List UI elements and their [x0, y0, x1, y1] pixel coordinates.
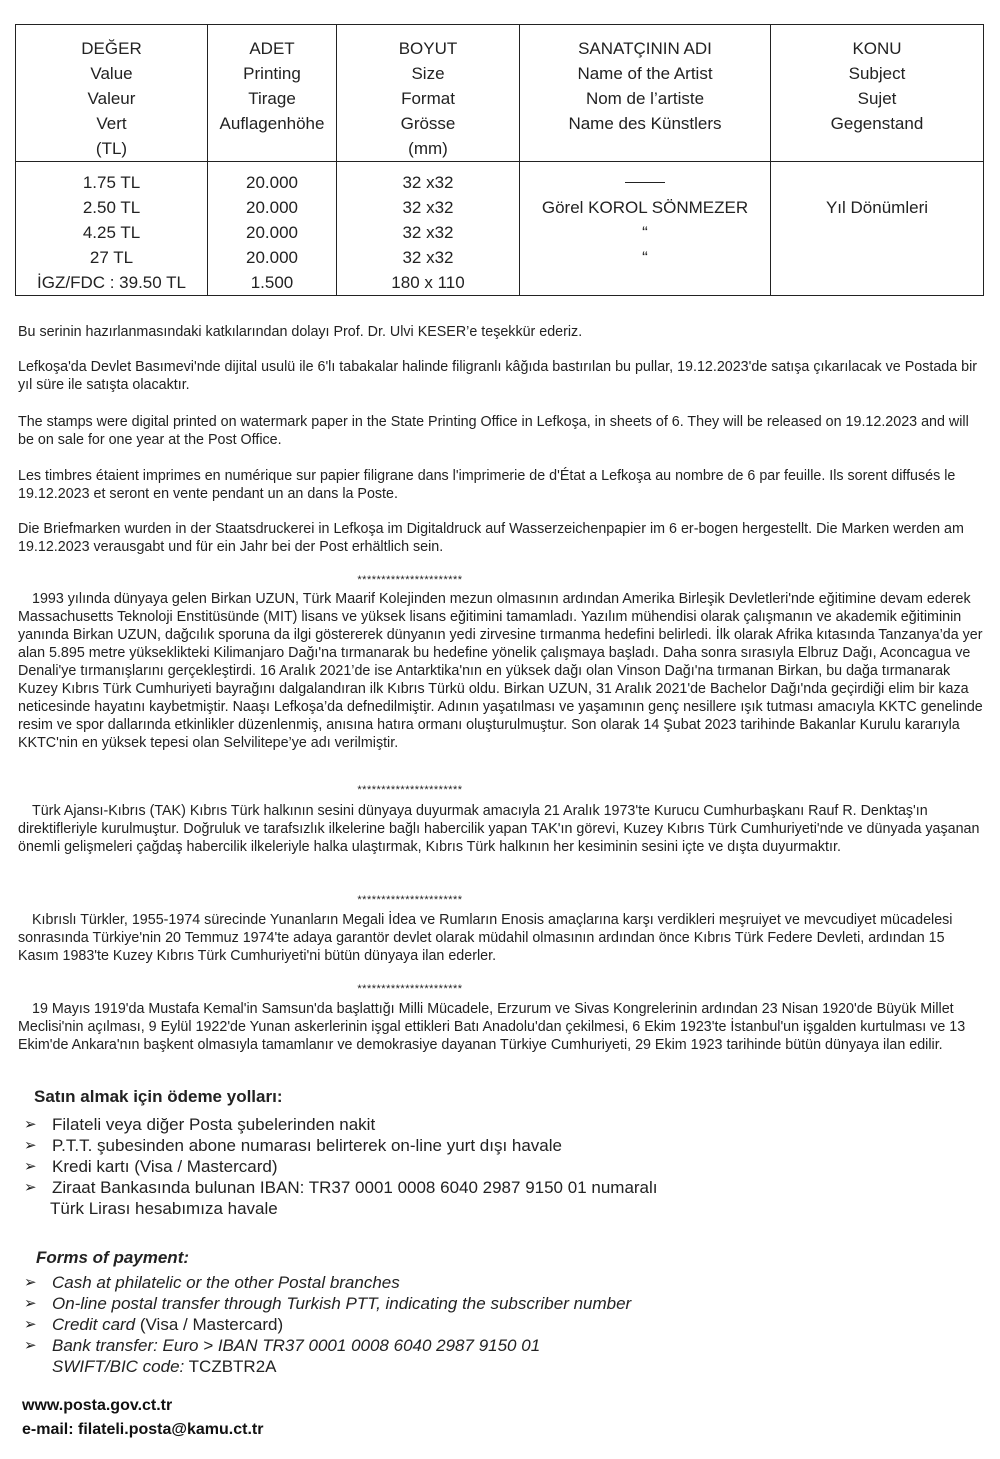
- payment-title-en: Forms of payment:: [36, 1248, 190, 1267]
- value-cell: 1.75 TL 2.50 TL 4.25 TL 27 TL İGZ/FDC : 39.50 TL: [16, 162, 208, 296]
- subject-cell: Yıl Dönümleri: [771, 162, 984, 296]
- table-row: [16, 162, 984, 296]
- printing-cell: 20.000 20.000 20.000 20.000 1.500: [208, 162, 337, 296]
- artist-cell: Görel KOROL SÖNMEZER “ “: [520, 162, 771, 296]
- list-item: ➢ Kredi kartı (Visa / Mastercard): [24, 1157, 278, 1176]
- header-size: BOYUT Size Format Grösse (mm): [337, 25, 520, 162]
- stamp-details-table: [15, 24, 984, 296]
- kktc-paragraph: Kıbrıslı Türkler, 1955-1974 sürecinde Yunanların Megali İdea ve Rumların Enosis amaçlarına karşı verdikleri meşruiyet ve mevcudiyet mücadelesi sonrasında Türkiye'nin 20 Temmuz 1974'te adaya garantör devlet olarak müdahil olmasının ardından önce Kıbrıs Türk Federe Devleti, ardından 15 Kasım 1983'te Kuzey Kıbrıs Türk Cumhuriyeti'ni bütün dünyaya ilan ederler.: [18, 912, 953, 964]
- header-printing: ADET Printing Tirage Auflagenhöhe: [208, 25, 337, 162]
- arrow-bullet-icon: ➢: [24, 1179, 37, 1196]
- turkish-release-paragraph: Lefkoşa'da Devlet Basımevi'nde dijital usulü ile 6'lı tabakalar halinde filigranlı kâğıda bastırılan bu pullar, 19.12.2023'de satışa çıkarılacak ve Postada bir yıl süre ile satışta olacaktır.: [18, 359, 978, 393]
- arrow-bullet-icon: ➢: [24, 1337, 37, 1354]
- french-release-paragraph: Les timbres étaient imprimes en numérique sur papier filigrane dans l'imprimerie de d'État a Lefkoşa au nombre de 6 par feuille. Ils sorent diffusés le 19.12.2023 et seront en vente pendant un an dans la Poste.: [18, 468, 956, 502]
- website-link[interactable]: www.posta.gov.ct.tr: [22, 1397, 173, 1414]
- list-item: ➢ On-line postal transfer through Turkish PTT, indicating the subscriber number: [24, 1294, 632, 1313]
- german-release-paragraph: Die Briefmarken wurden in der Staatsdruckerei in Lefkoşa im Digitaldruck auf Wasserzeichenpapier im 6 er-bogen hergestellt. Die Marken werden am 19.12.2023 verausgabt und für ein Jahr bei der Post erhältlich sein.: [18, 521, 964, 555]
- payment-list-tr: [22, 1114, 658, 1219]
- tc-paragraph: 19 Mayıs 1919'da Mustafa Kemal'in Samsun'da başlattığı Milli Mücadele, Erzurum ve Sivas Kongrelerinin ardından 23 Nisan 1920'de Büyük Millet Meclisi'nin açılması, 9 Eylül 1922'de Yunan askerlerinin işgal ettikleri Batı Anadolu'dan çekilmesi, 6 Ekim 1923'te İstanbul'un işgalden kurtulması ve 13 Ekim'de Ankara'nın başkent olmasıyla tamamlanır ve demokrasiye dayanan Türkiye Cumhuriyeti, 29 Ekim 1923 tarihinde bütün dünyaya ilan edilir.: [18, 1001, 966, 1053]
- table-header-row: [16, 25, 984, 162]
- list-item: ➢ Bank transfer: Euro > IBAN TR37 0001 0008 6040 2987 9150 01 SWIFT/BIC code: TCZBTR2A: [24, 1336, 541, 1376]
- list-item: ➢ Filateli veya diğer Posta şubelerinden nakit: [24, 1115, 376, 1134]
- separator: **********************: [357, 784, 463, 796]
- arrow-bullet-icon: ➢: [24, 1316, 37, 1333]
- payment-title-tr: Satın almak için ödeme yolları:: [34, 1087, 283, 1106]
- english-release-paragraph: The stamps were digital printed on watermark paper in the State Printing Office in Lefkoşa, in sheets of 6. They will be released on 19.12.2023 and will be on sale for one year at the Post Office.: [18, 414, 969, 448]
- header-value: DEĞER Value Valeur Vert (TL): [16, 25, 208, 162]
- birkan-uzun-paragraph: 1993 yılında dünyaya gelen Birkan UZUN, Türk Maarif Kolejinden mezun olmasının ardından Amerika Birleşik Devletleri'nde eğitimine devam ederek Massachusetts Teknoloji Enstitüsünde (MIT) lisans ve yüksek lisans eğitimini tamamladı. Yazılım mühendisi olarak çalışmanın ve akademik eğitiminin yanında Birkan UZUN, dağcılık sporuna da ilgi göstererek dünyanın yedi zirvesine tırmanma hedefini belirledi. İlk olarak Afrika kıtasında Tanzanya’da yer alan 5.895 metre yükseklikteki Kilimanjaro Dağı'na tırmanarak bu hedefine yönelik çalışmaya başladı. Daha sonra sırasıyla Elbruz Dağı, Aconcagua ve Denali'ye tırmanışlarını gerçekleştirdi. 16 Aralık 2021’de ise Antarktika'nın en yüksek dağı olan Vinson Dağı'na tırmanan Birkan, bu dağa tırmanarak Kuzey Kıbrıs Türk Cumhuriyeti bayrağını dalgalandıran ilk Kıbrıs Türkü oldu. Birkan UZUN, 31 Aralık 2021'de Bachelor Dağı'nda geçirdiği elim bir kaza neticesinde hayatını kaybetmiştir. Naaşı Lefkoşa’da defnedilmiştir. Adının yaşatılması ve yaşamının genç nesillere ışık tutması amacıyla KKTC genelinde resim ve spor dallarında etkinlikler düzenlenmiş, anısına hatıra ormanı oluşturulmuştur. Son olarak 14 Şubat 2023 tarihinde Bakanlar Kurulu kararıyla KKTC'nin en yüksek tepesi olan Selvilitepe’ye adı verilmiştir.: [18, 591, 983, 751]
- thanks-paragraph: Bu serinin hazırlanmasındaki katkılarından dolayı Prof. Dr. Ulvi KESER’e teşekkür ederiz.: [18, 324, 583, 340]
- size-cell: 32 x32 32 x32 32 x32 32 x32 180 x 110: [337, 162, 520, 296]
- arrow-bullet-icon: ➢: [24, 1158, 37, 1175]
- separator: **********************: [357, 983, 463, 995]
- arrow-bullet-icon: ➢: [24, 1137, 37, 1154]
- list-item: ➢ Ziraat Bankasında bulunan IBAN: TR37 0001 0008 6040 2987 9150 01 numaralı Türk Lirası hesabımıza havale: [24, 1178, 658, 1218]
- separator: **********************: [357, 574, 463, 586]
- separator: **********************: [357, 894, 463, 906]
- list-item: ➢ Credit card (Visa / Mastercard): [24, 1315, 284, 1334]
- header-subject: KONU Subject Sujet Gegenstand: [771, 25, 984, 162]
- arrow-bullet-icon: ➢: [24, 1295, 37, 1312]
- header-artist: SANATÇININ ADI Name of the Artist Nom de l’artiste Name des Künstlers: [520, 25, 771, 162]
- arrow-bullet-icon: ➢: [24, 1274, 37, 1291]
- email-link[interactable]: e-mail: filateli.posta@kamu.ct.tr: [22, 1421, 264, 1438]
- payment-list-en: [22, 1272, 631, 1377]
- dash-line: [520, 170, 770, 195]
- list-item: ➢ P.T.T. şubesinden abone numarası belirterek on-line yurt dışı havale: [24, 1136, 562, 1155]
- arrow-bullet-icon: ➢: [24, 1116, 37, 1133]
- tak-paragraph: Türk Ajansı-Kıbrıs (TAK) Kıbrıs Türk halkının sesini dünyaya duyurmak amacıyla 21 Aralık 1973'te Kurucu Cumhurbaşkanı Rauf R. Denktaş'ın direktifleriyle kurulmuştur. Doğruluk ve tarafsızlık ilkelerine bağlı habercilik yapan TAK'ın görevi, Kuzey Kıbrıs Türk Cumhuriyeti'nde ve dünyada yaşanan önemli gelişmeleri çağdaş habercilik ilkeleriyle halka ulaştırmak, Kıbrıs Türk halkının her kesiminin sesini içte ve dışta duyurmaktır.: [18, 803, 980, 855]
- list-item: ➢ Cash at philatelic or the other Postal branches: [24, 1273, 400, 1292]
